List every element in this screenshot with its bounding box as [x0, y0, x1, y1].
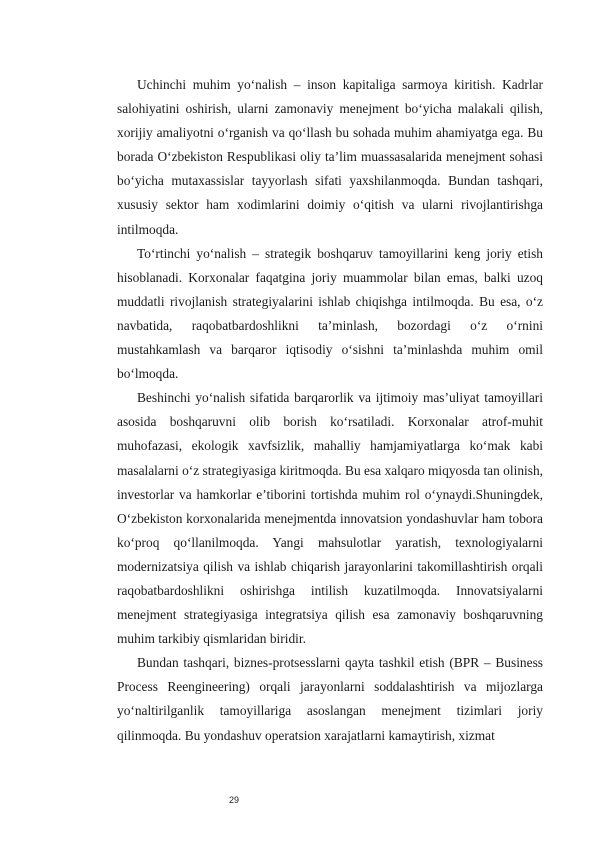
body-text — [117, 73, 543, 748]
page-number: 29 — [229, 795, 240, 805]
paragraph-strategic-management: To‘rtinchi yo‘nalish – strategik boshqaruv tamoyillarini keng joriy etish hisoblanadi. Korxonalar faqatgina joriy muammolar bilan emas, balki uzoq muddatli rivojlanish strategiyalarini ishlab chiqishga intilmoqda. Bu esa, o‘z navbatida, raqobatbardoshlikni ta’minlash, bozordagi o‘z o‘rnini mustahkamlash va barqaror iqtisodiy o‘sishni ta’minlashda muhim omil bo‘lmoqda. — [117, 245, 543, 382]
paragraph-sustainability-innovation: Beshinchi yo‘nalish sifatida barqarorlik va ijtimoiy mas’uliyat tamoyillari asosida boshqaruvni olib borish ko‘rsatiladi. Korxonalar atrof-muhit muhofazasi, ekologik xavfsizlik, mahalliy hamjamiyatlarga ko‘mak kabi masalalarni o‘z strategiyasiga kiritmoqda. Bu esa xalqaro miqyosda tan olinish, investorlar va hamkorlar e’tiborini tortishda muhim rol o‘ynaydi.Shuningdek, O‘zbekiston korxonalarida menejmentda innovatsion yondashuvlar ham tobora ko‘proq qo‘llanilmoqda. Yangi mahsulotlar yaratish, texnologiyalarni modernizatsiya qilish va ishlab chiqarish jarayonlarini takomillashtirish orqali raqobatbardoshlikni oshirishga intilish kuzatilmoqda. Innovatsiyalarni menejment strategiyasiga integratsiya qilish esa zamonaviy boshqaruvning muhim tarkibiy qismlaridan biridir. — [117, 390, 543, 647]
paragraph-human-capital: Uchinchi muhim yo‘nalish – inson kapitaliga sarmoya kiritish. Kadrlar salohiyatini oshirish, ularni zamonaviy menejment bo‘yicha malakali qilish, xorijiy amaliyotni o‘rganish va qo‘llash bu sohada muhim ahamiyatga ega. Bu borada O‘zbekiston Respublikasi oliy ta’lim muassasalarida menejment sohasi bo‘yicha mutaxassislar tayyorlash sifati yaxshilanmoqda. Bundan tashqari, xususiy sektor ham xodimlarini doimiy o‘qitish va ularni rivojlantirishga intilmoqda. — [117, 77, 543, 237]
paragraph-bpr: Bundan tashqari, biznes-protsesslarni qayta tashkil etish (BPR – Business Process Reengineering) orqali jarayonlarni soddalashtirish va mijozlarga yo‘naltirilganlik tamoyillariga asoslangan menejment tizimlari joriy qilinmoqda. Bu yondashuv operatsion xarajatlarni kamaytirish, xizmat — [117, 655, 543, 743]
